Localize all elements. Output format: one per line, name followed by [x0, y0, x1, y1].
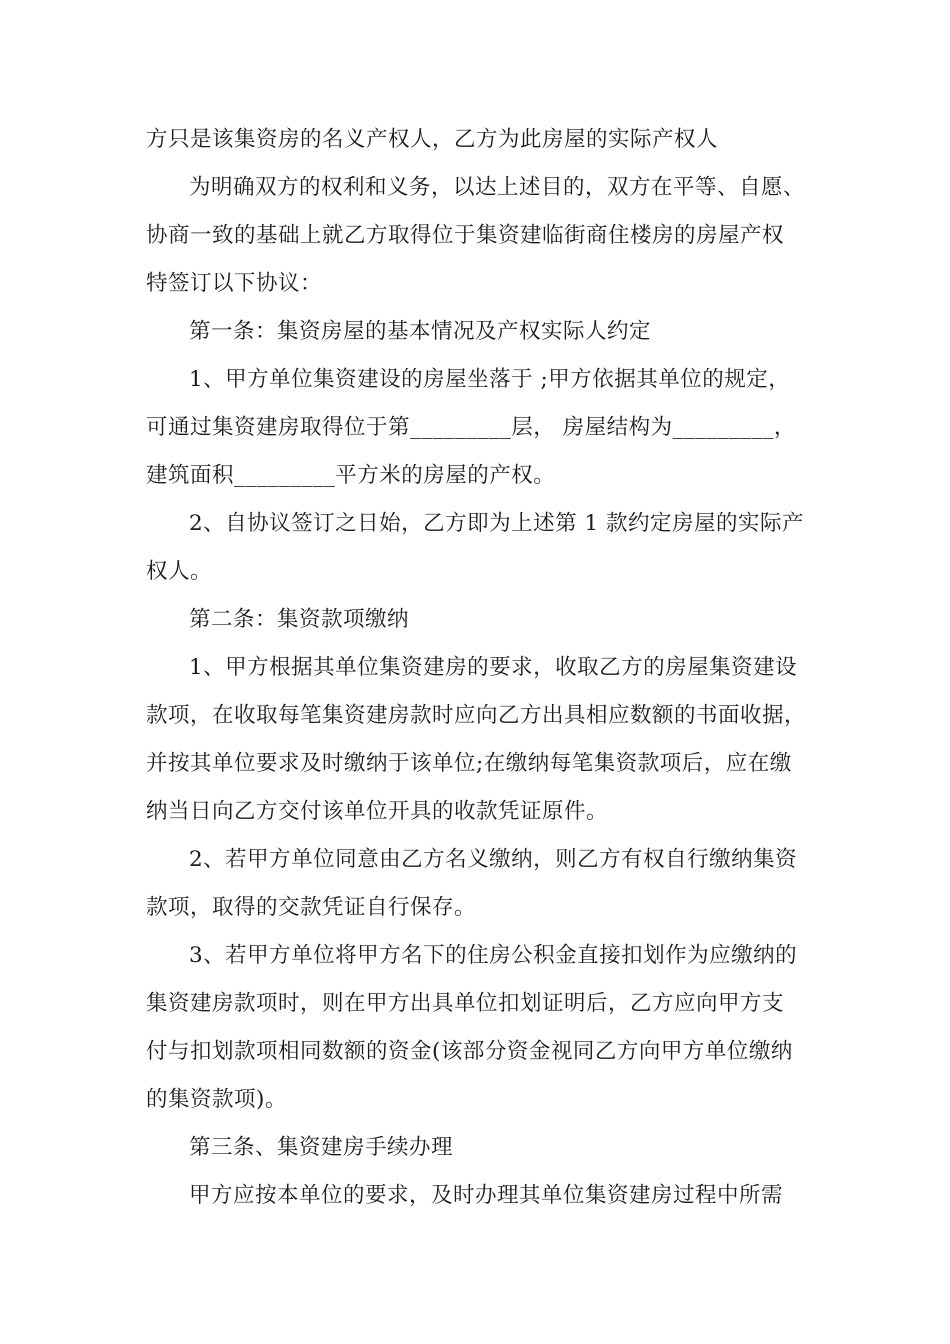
- text-line: 纳当日向乙方交付该单位开具的收款凭证原件。: [146, 799, 609, 824]
- clause-first-line: 1、甲方根据其单位集资建房的要求，收取乙方的房屋集资建设: [189, 655, 798, 680]
- clause-first-line: 2、若甲方单位同意由乙方名义缴纳，则乙方有权自行缴纳集资: [189, 847, 798, 872]
- clause-first-line: 3、若甲方单位将甲方名下的住房公积金直接扣划作为应缴纳的: [189, 943, 798, 968]
- text-line: 款项，在收取每笔集资建房款时应向乙方出具相应数额的书面收据，: [146, 703, 807, 728]
- article-heading: 第一条：集资房屋的基本情况及产权实际人约定: [189, 319, 652, 344]
- text-line: 方只是该集资房的名义产权人，乙方为此房屋的实际产权人: [146, 127, 719, 152]
- article-heading: 第二条：集资款项缴纳: [189, 607, 410, 632]
- paragraph-first-line: 甲方应按本单位的要求，及时办理其单位集资建房过程中所需: [189, 1183, 784, 1208]
- text-line: 并按其单位要求及时缴纳于该单位;在缴纳每笔集资款项后，应在缴: [146, 751, 792, 776]
- text-line: 可通过集资建房取得位于第_________层， 房屋结构为_________，: [146, 415, 796, 440]
- clause-first-line: 1、甲方单位集资建设的房屋坐落于 ;甲方依据其单位的规定，: [189, 367, 791, 392]
- text-line: 款项，取得的交款凭证自行保存。: [146, 895, 477, 920]
- text-line: 集资建房款项时，则在甲方出具单位扣划证明后，乙方应向甲方支: [146, 991, 785, 1016]
- clause-first-line: 2、自协议签订之日始，乙方即为上述第 1 款约定房屋的实际产: [189, 511, 805, 536]
- text-line: 权人。: [146, 559, 213, 584]
- text-line: 建筑面积_________平方米的房屋的产权。: [146, 463, 556, 488]
- text-line: 特签订以下协议：: [146, 271, 323, 296]
- article-heading: 第三条、集资建房手续办理: [189, 1135, 454, 1160]
- paragraph-first-line: 为明确双方的权利和义务，以达上述目的，双方在平等、自愿、: [189, 175, 806, 200]
- text-line: 付与扣划款项相同数额的资金(该部分资金视同乙方向甲方单位缴纳: [146, 1039, 793, 1064]
- text-line: 的集资款项)。: [146, 1087, 287, 1112]
- text-line: 协商一致的基础上就乙方取得位于集资建临街商住楼房的房屋产权: [146, 223, 785, 248]
